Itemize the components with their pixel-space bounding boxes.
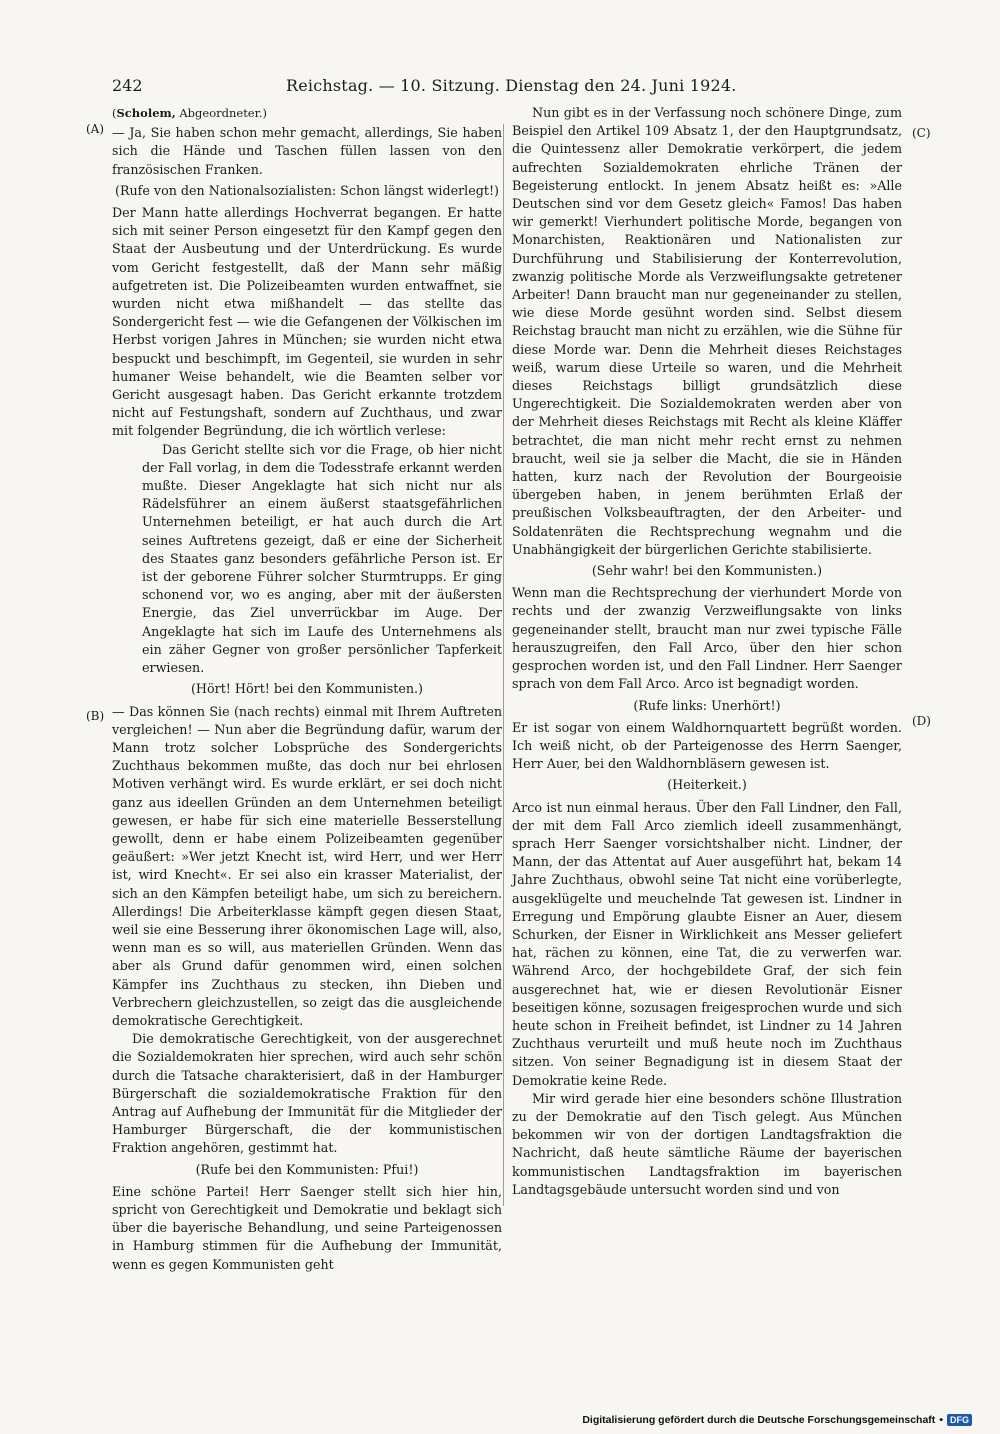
margin-marker-d: (D) <box>912 714 931 728</box>
left-interjection-2: (Hört! Hört! bei den Kommunisten.) <box>190 681 423 697</box>
dfg-logo-icon: DFG <box>947 1414 972 1426</box>
left-paragraph-1: — Ja, Sie haben schon mehr gemacht, allerdings, Sie haben sich die Hände und Taschen füllen lassen von den französischen Franken. <box>112 125 502 177</box>
right-paragraph-3: Er ist sogar von einem Waldhornquartett begrüßt worden. Ich weiß nicht, ob der Parteigenosse des Herrn Saenger, Herr Auer, bei den Waldhornbläsern gewesen ist. <box>512 719 902 772</box>
left-paragraph-3: — Das können Sie (nach rechts) einmal mit Ihrem Auftreten vergleichen! — Nun aber die Begründung dafür, warum der Mann trotz solcher Lobsprüche des Sondergerichts Zuchthaus bekommen mußte, das doch nur bei ehrlosen Motiven verhängt wird. Es wurde erklärt, er sei doch nicht ganz aus ideellen Gründen an dem Unternehmen beteiligt gewesen, er habe für sich eine materielle Besserstellung gewollt, denn er habe einem Polizeibeamten gegenüber geäußert: »Wer jetzt Knecht ist, wird Herr, und wer Herr ist, wird Knecht«. Er sei also ein krasser Materialist, der sich an den Kämpfen beteiligt habe, um sich zu bereichern. Allerdings! Die Arbeiterklasse kämpft gegen diesen Staat, weil sie eine Besserung ihrer ökonomischen Lage will, also, wenn man es so will, aus materiellen Gründen. Wenn das aber als Grund dafür genommen wird, einen solchen Kämpfer ins Zuchthaus zu stecken, ihn Dieben und Verbrechern gleichzustellen, so zeigt das die ausgleichende demokratische Gerechtigkeit. <box>112 703 502 1028</box>
left-paragraph-5: Eine schöne Partei! Herr Saenger stellt sich hier hin, spricht von Gerechtigkeit und Demokratie und beklagt sich über die bayerische Behandlung, und seine Parteigenossen in Hamburg stimmen für die Aufhebung der Immunität, wenn es gegen Kommunisten geht <box>112 1183 502 1272</box>
margin-marker-a: (A) <box>86 122 105 136</box>
speaker-line: (Scholem, Abgeordneter.) <box>112 106 268 120</box>
footer-separator: • <box>939 1414 943 1426</box>
left-interjection-3: (Rufe bei den Kommunisten: Pfui!) <box>195 1161 419 1177</box>
right-interjection-3: (Heiterkeit.) <box>667 777 747 793</box>
right-paragraph-1: Nun gibt es in der Verfassung noch schönere Dinge, zum Beispiel den Artikel 109 Absatz 1, der den Hauptgrundsatz, die Quintessenz aller Demokratie verkörpert, die jedem aufrechten Sozialdemokraten ehrliche Tränen der Begeisterung entlockt. In jenem Absatz heißt es: »Alle Deutschen sind vor dem Gesetz gleich« Famos! Das haben wir gemerkt! Vierhundert politische Morde, begangen von Monarchisten, Reaktionären und Nationalisten zur Durchführung und Stabilisierung der Konterrevolution, zwanzig politische Morde als Verzweiflungsakte getretener Arbeiter! Dann braucht man nur gegeneinander zu stellen, wie diese Morde gesühnt worden sind. Selbst diesem Reichstag braucht man nicht zu erzählen, wie die Sühne für diese Morde war. Denn die Mehrheit dieses Reichstages weiß, warum diese Urteile so waren, und die Mehrheit dieses Reichstags billigt grundsätzlich diese Ungerechtigkeit. Die Sozialdemokraten werden aber von der Mehrheit dieses Reichstags mit Recht als kleine Kläffer betrachtet, die man nicht mehr recht ernst zu nehmen braucht, weil sie ja selber die Macht, die sie in Händen hatten, kurz nach der Revolution der Bourgeoisie übergeben haben, in jenem berühmten Erlaß der preußischen Volksbeauftragten, der den Arbeiter- und Soldatenräten die Rechtsprechung wegnahm und die Unabhängigkeit der bürgerlichen Gerichte stabilisierte. <box>512 105 902 557</box>
left-paragraph-4: Die demokratische Gerechtigkeit, von der ausgerechnet die Sozialdemokraten hier sprechen, wird auch sehr schön durch die Tatsache charakterisiert, daß in der Hamburger Bürgerschaft die sozialdemokratische Fraktion für den Antrag auf Aufhebung der Immunität für die Mitglieder der Hamburger Bürgerschaft, die der kommunistischen Fraktion angehören, gestimmt hat. <box>112 1031 502 1156</box>
right-paragraph-2: Wenn man die Rechtsprechung der vierhundert Morde von rechts und der zwanzig Verzweiflungsakte von links gegeneinander stellt, braucht man nur zwei typische Fälle herauszugreifen, den Fall Arco, über den hier schon gesprochen worden ist, und den Fall Lindner. Herr Saenger sprach von dem Fall Arco. Arco ist begnadigt worden. <box>512 585 902 692</box>
court-quote: Das Gericht stellte sich vor die Frage, ob hier nicht der Fall vorlag, in dem die Todesstrafe erkannt werden mußte. Dieser Angeklagte hat sich nicht nur als Rädelsführer an einem äußerst staatsgefährlichen Unternehmen beteiligt, er hat auch durch die Art seines Auftretens gezeigt, daß er eine der Sicherheit des Staates ganz besonders gefährliche Person ist. Er ist der geborene Führer solcher Sturmtrupps. Er ging schonend vor, wo es anging, aber mit der äußersten Energie, das Ziel unverrückbar im Auge. Der Angeklagte hat sich im Laufe des Unternehmens als ein zäher Gegner von großer persönlicher Tapferkeit erwiesen. <box>142 441 502 676</box>
left-column <box>112 104 502 1274</box>
running-head: Reichstag. — 10. Sitzung. Dienstag den 24. Juni 1924. <box>286 76 737 95</box>
right-column <box>512 104 902 1199</box>
speaker-role: Abgeordneter. <box>179 106 263 120</box>
left-paragraph-2: Der Mann hatte allerdings Hochverrat begangen. Er hatte sich mit seiner Person eingesetzt für den Kampf gegen den Staat der Ausbeutung und der Unterdrückung. Es wurde vom Gericht festgestellt, daß der Mann sehr mäßig aufgetreten ist. Die Polizeibeamten wurden entwaffnet, sie wurden nicht etwa mißhandelt — das stellte das Sondergericht fest — wie die Gefangenen der Völkischen im Herbst vorigen Jahres in München; sie wurden nicht etwa bespuckt und beschimpft, im Gegenteil, sie wurden in sehr humaner Weise behandelt, wie die Beamten selber vor Gericht ausgesagt haben. Das Gericht erkannte trotzdem nicht auf Festungshaft, sondern auf Zuchthaus, und zwar mit folgender Begründung, die ich wörtlich verlese: <box>112 205 502 439</box>
margin-marker-c: (C) <box>912 126 931 140</box>
footer-text: Digitalisierung gefördert durch die Deutsche Forschungsgemeinschaft <box>582 1414 936 1426</box>
margin-marker-b: (B) <box>86 709 105 723</box>
column-rule <box>503 124 504 1206</box>
page-number: 242 <box>112 76 143 95</box>
left-interjection-1: (Rufe von den Nationalsozialisten: Schon längst widerlegt!) <box>115 182 499 198</box>
speaker-name: Scholem, <box>116 106 176 120</box>
right-paragraph-4: Arco ist nun einmal heraus. Über den Fall Lindner, den Fall, der mit dem Fall Arco ziemlich ideell zusammenhängt, sprach Herr Saenger vorsichtshalber nicht. Lindner, der Mann, der das Attentat auf Auer ausgeführt hat, bekam 14 Jahre Zuchthaus, obwohl seine Tat nicht eine vorüberlegte, ausgeklügelte und meuchelnde Tat gewesen ist. Lindner in Erregung und Empörung glaubte Eisner an Auer, diesem Schurken, der Eisner in Wirklichkeit ans Messer geliefert hat, rächen zu können, eine Tat, die zu verwerfen war. Während Arco, der hochgebildete Graf, der sich fein ausgerechnet hat, wie er diesen Revolutionär Eisner beseitigen könne, sozusagen freigesprochen wurde und sich heute schon in Freiheit befindet, ist Lindner zu 14 Jahren Zuchthaus verurteilt und muß heute noch im Zuchthaus sitzen. Von seiner Begnadigung ist in diesem Staat der Demokratie keine Rede. <box>512 799 902 1088</box>
right-interjection-2: (Rufe links: Unerhört!) <box>633 697 781 713</box>
right-paragraph-5: Mir wird gerade hier eine besonders schöne Illustration zu der Demokratie auf den Tisch gelegt. Aus München bekommen wir von der dortigen Landtagsfraktion die Nachricht, daß heute sämtliche Räume der bayerischen kommunistischen Landtagsfraktion im bayerischen Landtagsgebäude untersucht worden sind und von <box>512 1090 902 1197</box>
right-interjection-1: (Sehr wahr! bei den Kommunisten.) <box>591 563 823 579</box>
digitization-footer <box>582 1414 972 1426</box>
